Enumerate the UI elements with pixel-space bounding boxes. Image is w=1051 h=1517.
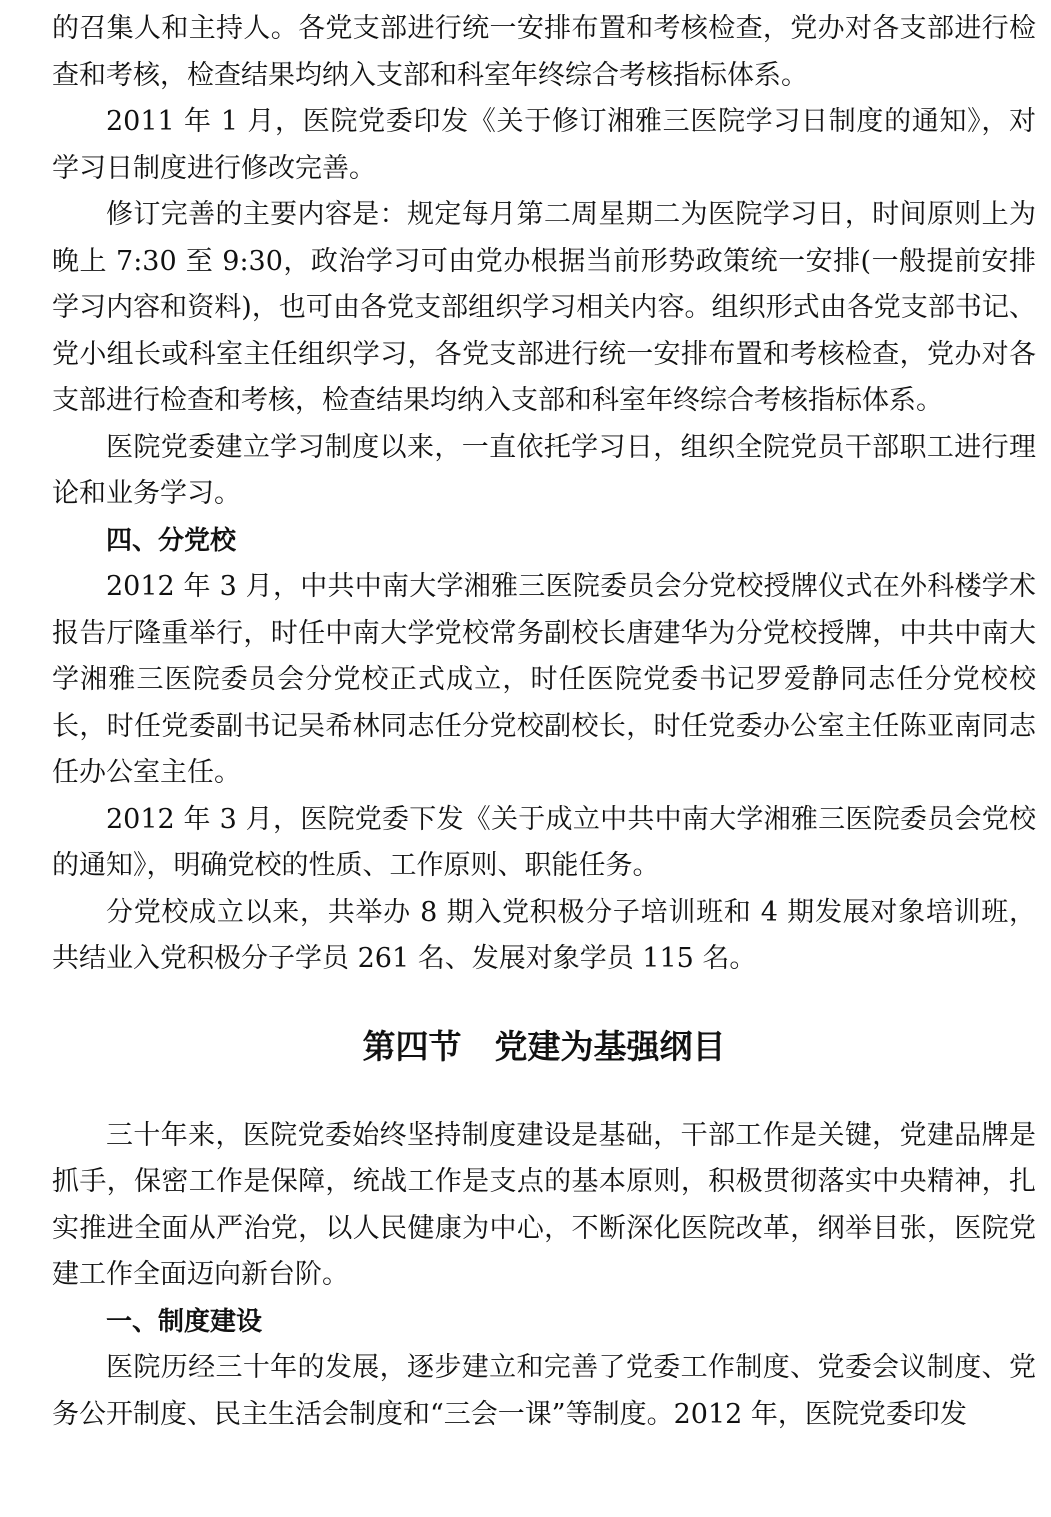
paragraph-study-system: 医院党委建立学习制度以来，一直依托学习日，组织全院党员干部职工进行理论和业务学习。 xyxy=(52,431,1036,509)
paragraph-party-school-founding: 2012 年 3 月，中共中南大学湘雅三医院委员会分党校授牌仪式在外科楼学术报告厅隆重举行，时任中南大学党校常务副校长唐建华为分党校授牌，中共中南大学湘雅三医院委员会分党校正式成立，时任医院党委书记罗爱静同志任分党校校长，时任党委副书记吴希林同志任分党校副校长，时任党委办公室主任陈亚南同志任办公室主任。 xyxy=(52,571,1036,788)
paragraph-system-building: 医院历经三十年的发展，逐步建立和完善了党委工作制度、党委会议制度、党务公开制度、民主生活会制度和“三会一课”等制度。2012 年，医院党委印发 xyxy=(52,1352,1036,1430)
section-title: 第四节 党建为基强纲目 xyxy=(362,1026,726,1066)
document-page xyxy=(52,6,1036,1438)
subsection-heading-system-building: 一、制度建设 xyxy=(106,1306,263,1337)
paragraph-continuation: 的召集人和主持人。各党支部进行统一安排布置和考核检查，党办对各支部进行检查和考核，检查结果均纳入支部和科室年终综合考核指标体系。 xyxy=(52,13,1036,91)
paragraph-party-school-notice: 2012 年 3 月，医院党委下发《关于成立中共中南大学湘雅三医院委员会党校的通知》，明确党校的性质、工作原则、职能任务。 xyxy=(52,803,1036,881)
subsection-heading-party-school: 四、分党校 xyxy=(106,525,237,556)
paragraph-section-intro: 三十年来，医院党委始终坚持制度建设是基础，干部工作是关键，党建品牌是抓手，保密工作是保障，统战工作是支点的基本原则，积极贯彻落实中央精神，扎实推进全面从严治党，以人民健康为中心，不断深化医院改革，纲举目张，医院党建工作全面迈向新台阶。 xyxy=(52,1119,1036,1290)
paragraph-revision-content: 修订完善的主要内容是：规定每月第二周星期二为医院学习日，时间原则上为晚上 7:30 至 9:30，政治学习可由党办根据当前形势政策统一安排(一般提前安排学习内容和资料)，也可由各党支部组织学习相关内容。组织形式由各党支部书记、党小组长或科室主任组织学习，各党支部进行统一安排布置和考核检查，党办对各支部进行检查和考核，检查结果均纳入支部和科室年终综合考核指标体系。 xyxy=(52,199,1036,416)
paragraph-party-school-training: 分党校成立以来，共举办 8 期入党积极分子培训班和 4 期发展对象培训班，共结业入党积极分子学员 261 名、发展对象学员 115 名。 xyxy=(52,896,1036,974)
paragraph-study-day-revision: 2011 年 1 月，医院党委印发《关于修订湘雅三医院学习日制度的通知》，对学习日制度进行修改完善。 xyxy=(52,106,1036,184)
